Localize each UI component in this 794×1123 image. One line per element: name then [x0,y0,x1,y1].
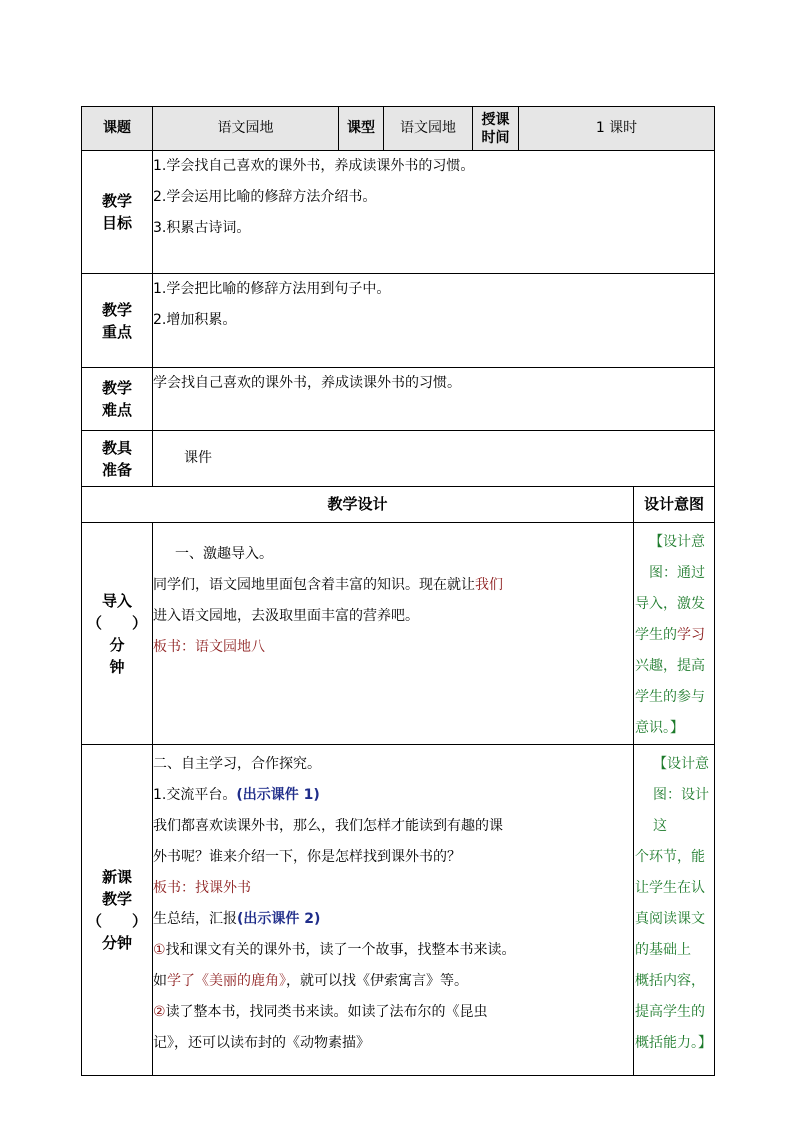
intro-intent-e: 意识。】 [635,720,684,736]
method-2 [153,997,633,1028]
key-points-label [82,274,153,368]
tools-label-line-2: 准备 [101,460,132,479]
intro-label [82,523,153,745]
example-1-c: ，就可以找《伊索寓言》等。 [286,973,468,989]
new-lesson-step-1 [153,780,633,811]
difficulty-label-line-1: 教学 [101,379,132,397]
type-label: 课型 [339,107,384,151]
summary-tag: (出示课件 2) [237,911,321,927]
intro-row [82,523,715,745]
summary-text: 生总结，汇报 [153,911,237,927]
key-point-item: 1.学会把比喻的修辞方法用到句子中。 [153,281,391,297]
intro-board: 板书：语文园地八 [153,639,265,655]
difficulty-label-line-2: 难点 [101,401,132,419]
goals-content [153,151,715,274]
new-lesson-intent-2: 个环节，能让学生在认 [635,849,705,896]
new-lesson-label-line-1: 新课 [101,868,132,886]
key-point-item: 2.增加积累。 [153,312,237,328]
new-lesson-question-1: 我们都喜欢读课外书，那么，我们怎样才能读到有趣的课 [153,818,503,834]
difficulty-row [82,368,715,431]
intro-intent-open: 【设计意图： [649,534,705,581]
difficulty-label [82,368,153,431]
new-lesson-label-line-4: 分钟 [101,934,132,952]
lesson-plan-sheet [81,106,714,1076]
intro-intent-d: 兴趣，提高学生的参与 [635,658,705,705]
method-2-text: 读了整本书，找同类书来读。如读了法布尔的《昆虫 [165,1004,488,1020]
step-1-text: 1.交流平台。 [153,787,237,803]
new-lesson-content [153,745,634,1076]
method-1 [153,935,633,966]
time-label-line-1: 授课 [481,111,510,128]
intro-content [153,523,634,745]
step-1-tag: (出示课件 1) [236,787,320,803]
intro-heading: 一、激趣导入。 [175,546,273,562]
intro-intent [634,523,715,745]
intro-label-line-2: （ ）分 [86,613,147,654]
new-lesson-label [82,745,153,1076]
goals-label [82,151,153,274]
type-value: 语文园地 [384,107,473,151]
intro-paragraph-line-2: 进入语文园地，去汲取里面丰富的营养吧。 [153,608,419,624]
time-value: 1 课时 [519,107,715,151]
key-points-label-line-1: 教学 [101,300,132,319]
method-1-mark: ① [153,942,166,958]
new-lesson-board: 板书：找课外书 [153,880,251,896]
tools-label-line-1: 教具 [101,438,132,457]
intro-label-line-1: 导入 [101,591,132,610]
new-lesson-label-line-2: 教学 [101,890,132,908]
design-header-left: 教学设计 [82,487,634,523]
new-lesson-intent-1: 【设计意图：设计这 [653,756,709,834]
method-2-cont: 记》，还可以读布封的《动物素描》 [153,1035,370,1051]
example-1 [153,966,633,997]
new-lesson-intent-3: 真阅读课文的基础上 [635,911,705,958]
new-lesson-row [82,745,715,1076]
goals-label-line-2: 目标 [101,214,132,232]
topic-label: 课题 [82,107,153,151]
tools-label [82,431,153,487]
new-lesson-heading: 二、自主学习，合作探究。 [153,756,321,772]
key-points-label-line-2: 重点 [101,322,132,341]
design-header-row [82,487,715,523]
tools-text: 课件 [184,450,212,466]
goals-row [82,151,715,274]
intro-para-text: 同学们，语文园地里面包含着丰富的知识。现在就让 [153,577,475,593]
example-1-b: 学了《美丽的鹿角》 [167,973,286,989]
design-header-right: 设计意图 [634,487,715,523]
new-lesson-intent-5: 概括能力。】 [635,1035,712,1051]
new-lesson-label-line-3: （ ） [86,912,147,930]
new-lesson-question-2: 外书呢？谁来介绍一下，你是怎样找到课外书的？ [153,849,461,865]
new-lesson-intent [634,745,715,1076]
goal-item: 1.学会找自己喜欢的课外书，养成读课外书的习惯。 [153,158,475,174]
intro-intent-b: 导入，激发学生的 [635,596,705,643]
lesson-plan-table [81,106,715,1076]
difficulty-text: 学会找自己喜欢的课外书，养成读课外书的习惯。 [153,375,461,391]
time-label [473,107,519,151]
intro-intent-a: 通过 [677,565,705,581]
method-2-mark: ② [153,1004,166,1020]
intro-label-line-3: 钟 [109,657,125,676]
difficulty-content [153,368,715,431]
intro-para-red: 我们 [475,577,503,593]
intro-paragraph-line-1 [153,570,633,601]
method-1-text: 找和课文有关的课外书，读了一个故事，找整本书来读。 [165,942,516,958]
goal-item: 2.学会运用比喻的修辞方法介绍书。 [153,189,377,205]
tools-content [153,431,715,487]
goals-label-line-1: 教学 [101,192,132,210]
new-lesson-summary [153,904,633,935]
header-row [82,107,715,151]
goal-item: 3.积累古诗词。 [153,220,251,236]
key-points-row [82,274,715,368]
new-lesson-intent-4: 概括内容，提高学生的 [635,973,705,1020]
tools-row [82,431,715,487]
time-label-line-2: 时间 [481,129,510,146]
topic-value: 语文园地 [153,107,339,151]
example-1-a: 如 [153,973,167,989]
intro-intent-c: 学习 [677,627,705,643]
key-points-content [153,274,715,368]
